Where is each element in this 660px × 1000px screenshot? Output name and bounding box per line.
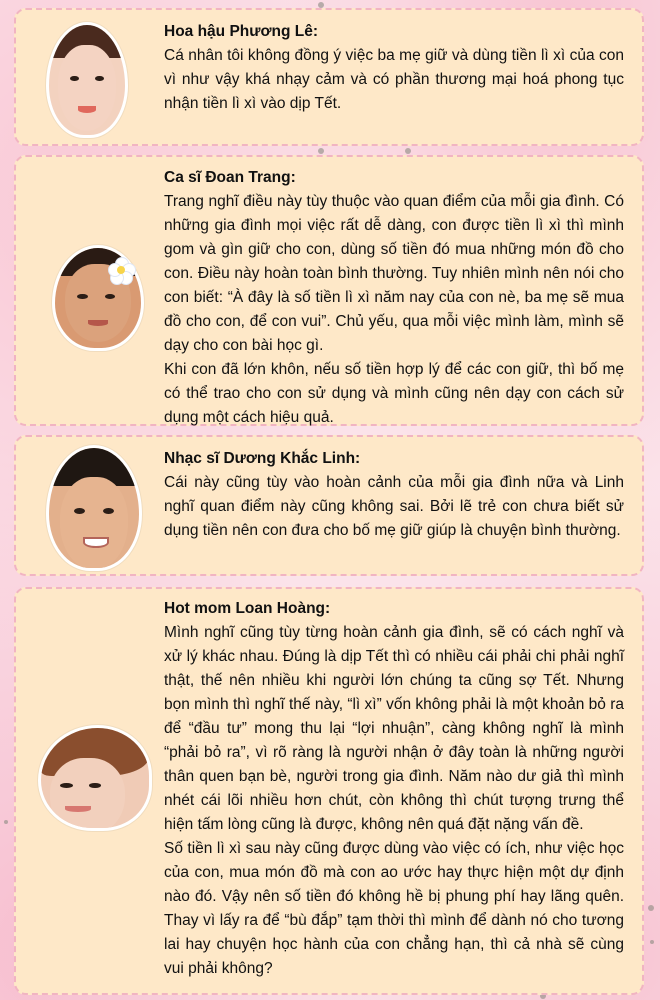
decorative-dot <box>4 820 8 824</box>
avatar-duong-khac-linh <box>46 445 142 571</box>
speaker-name: Hot mom Loan Hoàng: <box>164 600 331 617</box>
quote-text-block <box>164 166 624 430</box>
quote-card-phuong-le <box>14 8 644 146</box>
quote-text-block <box>164 597 624 981</box>
decorative-dot <box>650 940 654 944</box>
quote-paragraph: Cá nhân tôi không đồng ý việc ba mẹ giữ và dùng tiền lì xì của con vì như vậy khá nhạy cảm và có phần thương mại hoá phong tục nhận tiền lì xì vào dịp Tết. <box>164 47 624 112</box>
quote-paragraph: Mình nghĩ cũng tùy từng hoàn cảnh gia đình, sẽ có cách nghĩ và xử lý khác nhau. Đúng là dịp Tết thì có nhiều cái phải chi phải nghĩ thật, thế nên nhiều khi người lớn chúng ta cũng sợ Tết. Nhưng bọn mình thì nghĩ thế này, “lì xì” vốn không phải là một khoản bỏ ra để “đầu tư” mong thu lại “lợi nhuận”, càng không nghĩ là mình “phải bỏ ra”, vì rõ ràng là người nhận ở đây toàn là những người thân quen bạn bè, người trong gia đình. Năm nào dư giả thì mình nhét cái lõi nhiều hơn chút, còn không thì chút tượng trưng thể hiện tấm lòng cũng là được, không nên quá đặt nặng vấn đề. <box>164 624 624 833</box>
quote-paragraph: Khi con đã lớn khôn, nếu số tiền hợp lý để các con giữ, thì bố mẹ có thể trao cho con sử dụng và mình cũng nên dạy con cách sử dụng một cách hiệu quả. <box>164 361 624 426</box>
speaker-name: Nhạc sĩ Dương Khắc Linh: <box>164 450 361 467</box>
speaker-name: Ca sĩ Đoan Trang: <box>164 169 296 186</box>
quote-card-duong-khac-linh <box>14 435 644 576</box>
decorative-dot <box>405 148 411 154</box>
quote-text-block <box>164 20 624 116</box>
quote-paragraph: Số tiền lì xì sau này cũng được dùng vào việc có ích, như việc học của con, mua món đồ mà con ao ước hay thực hiện một dự định nào đó. Vậy nên số tiền đó không hề bị phung phí hay lãng quên. Thay vì lấy ra để “bù đắp” tạm thời thì mình để dành nó cho tương lai hay chuyện học hành của con chẳng hạn, thì cả nhà sẽ cùng vui phải không? <box>164 840 624 977</box>
decorative-dot <box>318 148 324 154</box>
quote-card-doan-trang <box>14 155 644 426</box>
quote-paragraph: Trang nghĩ điều này tùy thuộc vào quan điểm của mỗi gia đình. Có những gia đình mọi việc rất dễ dàng, con được tiền lì xì thì mình gom và gìn giữ cho con, dùng số tiền đó mua những món đồ cho con. Điều này hoàn toàn bình thường. Tuy nhiên mình nên nói cho con biết: “À đây là số tiền lì xì năm nay của con nè, ba mẹ sẽ mua đồ cho con, để con vui”. Chủ yếu, qua mỗi việc mình làm, mình sẽ dạy cho con bài học gì. <box>164 193 624 354</box>
flower-icon <box>108 257 134 283</box>
avatar-loan-hoang <box>38 725 152 831</box>
speaker-name: Hoa hậu Phương Lê: <box>164 23 318 40</box>
decorative-dot <box>648 905 654 911</box>
quote-text-block <box>164 447 624 543</box>
quote-paragraph: Cái này cũng tùy vào hoàn cảnh của mỗi gia đình nữa và Linh nghĩ quan điểm này cũng không sai. Bởi lẽ trẻ con chưa biết sử dụng tiền nên con đưa cho bố mẹ giữ giúp là chuyện bình thường. <box>164 474 624 539</box>
avatar-phuong-le <box>46 22 128 138</box>
quote-card-loan-hoang <box>14 587 644 995</box>
